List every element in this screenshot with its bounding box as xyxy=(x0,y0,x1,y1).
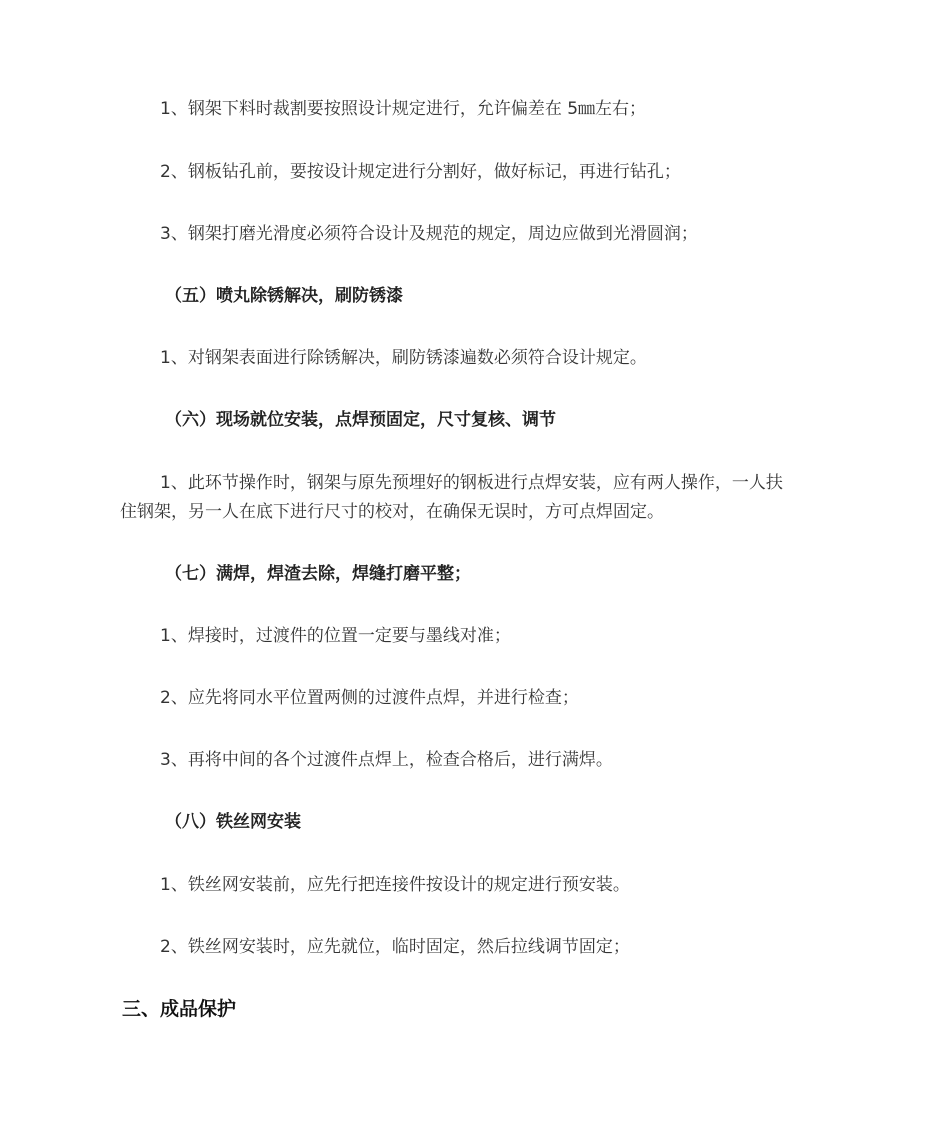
paragraph-onsite-install-line2: 住钢架，另一人在底下进行尺寸的校对，在确保无误时，方可点焊固定。 xyxy=(120,502,664,522)
paragraph-cutting: 1、钢架下料时裁割要按照设计规定进行，允许偏差在 5㎜左右； xyxy=(160,99,647,119)
section-heading-product-protection: 三、成品保护 xyxy=(122,998,237,1020)
paragraph-welding-check: 2、应先将同水平位置两侧的过渡件点焊，并进行检查； xyxy=(160,688,579,708)
subheading-wire-mesh: （八）铁丝网安装 xyxy=(165,812,301,832)
paragraph-welding-full: 3、再将中间的各个过渡件点焊上，检查合格后，进行满焊。 xyxy=(160,750,613,770)
paragraph-rust-removal: 1、对钢架表面进行除锈解决，刷防锈漆遍数必须符合设计规定。 xyxy=(160,348,647,368)
paragraph-drilling: 2、钢板钻孔前，要按设计规定进行分割好，做好标记，再进行钻孔； xyxy=(160,162,681,182)
paragraph-polishing: 3、钢架打磨光滑度必须符合设计及规范的规定，周边应做到光滑圆润； xyxy=(160,224,698,244)
paragraph-onsite-install-line1: 1、此环节操作时，钢架与原先预埋好的钢板进行点焊安装，应有两人操作，一人扶 xyxy=(160,473,783,493)
subheading-rust-removal: （五）喷丸除锈解决，刷防锈漆 xyxy=(165,286,403,306)
paragraph-wire-mesh-preinstall: 1、铁丝网安装前，应先行把连接件按设计的规定进行预安装。 xyxy=(160,875,630,895)
paragraph-wire-mesh-install: 2、铁丝网安装时，应先就位，临时固定，然后拉线调节固定； xyxy=(160,937,630,957)
paragraph-welding-alignment: 1、焊接时，过渡件的位置一定要与墨线对准； xyxy=(160,626,511,646)
subheading-full-welding: （七）满焊，焊渣去除，焊缝打磨平整； xyxy=(165,564,471,584)
subheading-onsite-install: （六）现场就位安装，点焊预固定，尺寸复核、调节 xyxy=(165,410,556,430)
